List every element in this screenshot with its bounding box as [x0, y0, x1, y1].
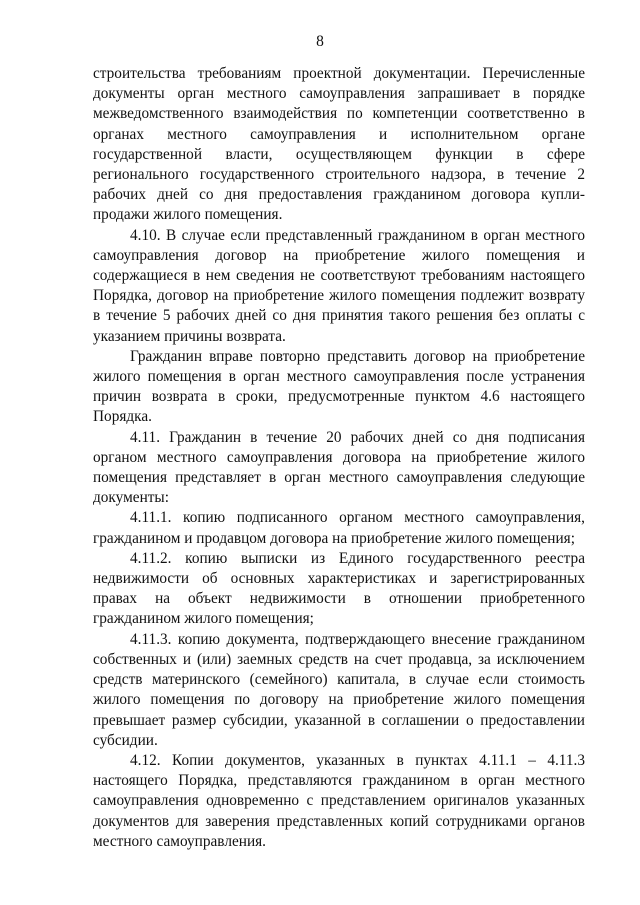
paragraph-resubmission: Гражданин вправе повторно представить договор на приобретение жилого помещения в орган местного самоуправления после устранения причин возврата в сроки, предусмотренные пунктом 4.6 настоящего Порядка. [93, 347, 585, 426]
paragraph-4-11: 4.11. Гражданин в течение 20 рабочих дней со дня подписания органом местного самоуправления договора на приобретение жилого помещения представляет в орган местного самоуправления следующие документы: [93, 428, 585, 507]
document-body [93, 64, 585, 852]
page-number: 8 [316, 33, 324, 50]
paragraph-4-12: 4.12. Копии документов, указанных в пунктах 4.11.1 – 4.11.3 настоящего Порядка, представляются гражданином в орган местного самоуправления одновременно с представлением оригиналов указанных документов для заверения представленных копий сотрудниками органов местного самоуправления. [93, 751, 585, 850]
paragraph-4-11-1: 4.11.1. копию подписанного органом местного самоуправления, гражданином и продавцом договора на приобретение жилого помещения; [93, 509, 585, 547]
paragraph-continuation: строительства требованиям проектной документации. Перечисленные документы орган местного самоуправления запрашивает в порядке межведомственного взаимодействия по компетенции соответственно в органах местного самоуправления и исполнительном органе государственной власти, осуществляющем функции в сфере регионального государственного строительного надзора, в течение 2 рабочих дней со дня предоставления гражданином договора купли-продажи жилого помещения. [93, 65, 585, 224]
paragraph-4-10: 4.10. В случае если представленный гражданином в орган местного самоуправления договор на приобретение жилого помещения и содержащиеся в нем сведения не соответствуют требованиям настоящего Порядка, договор на приобретение жилого помещения подлежит возврату в течение 5 рабочих дней со дня принятия такого решения без оплаты с указанием причины возврата. [93, 226, 585, 345]
paragraph-4-11-2: 4.11.2. копию выписки из Единого государственного реестра недвижимости об основных характеристиках и зарегистрированных правах на объект недвижимости в отношении приобретенного гражданином жилого помещения; [93, 549, 585, 628]
paragraph-4-11-3: 4.11.3. копию документа, подтверждающего внесение гражданином собственных и (или) заемных средств на счет продавца, за исключением средств материнского (семейного) капитала, в случае если стоимость жилого помещения по договору на приобретение жилого помещения превышает размер субсидии, указанной в соглашении о предоставлении субсидии. [93, 630, 585, 749]
